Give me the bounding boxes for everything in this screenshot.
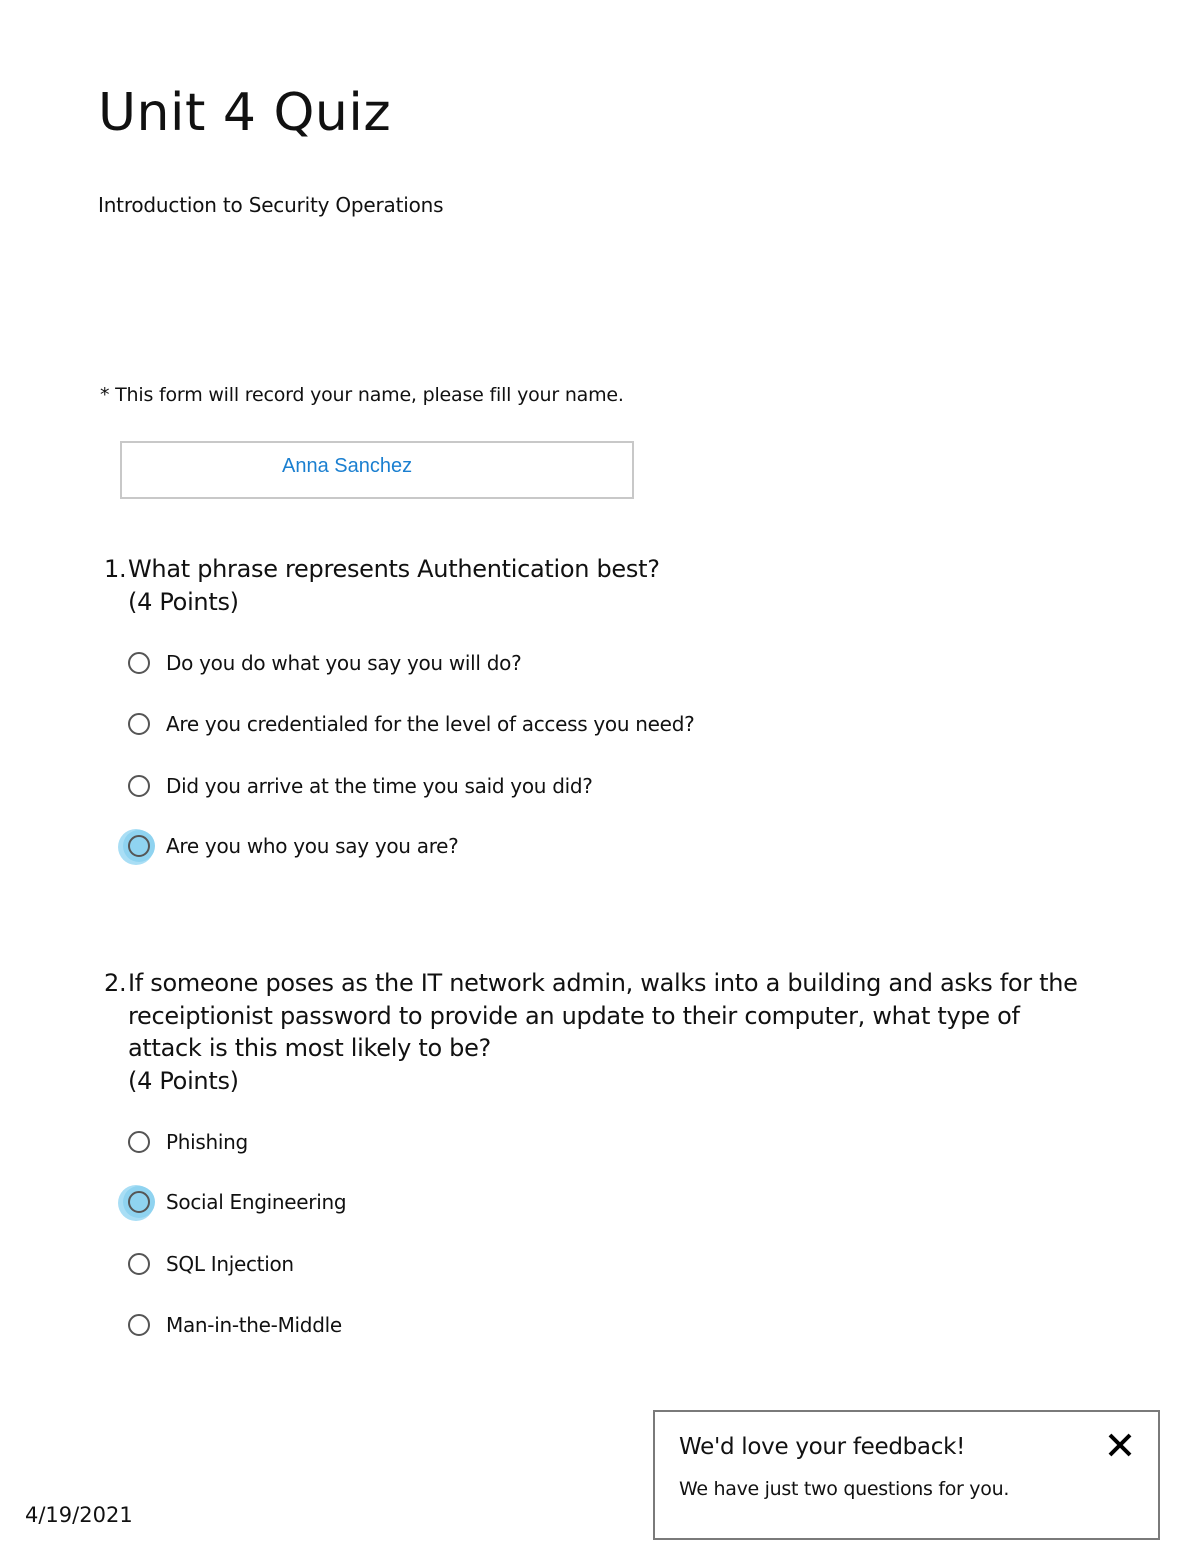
feedback-title: We'd love your feedback! [679, 1434, 966, 1460]
close-button[interactable] [1106, 1430, 1134, 1460]
option-radio[interactable] [128, 712, 694, 736]
question-number: 2. [104, 969, 127, 997]
radio-circle[interactable] [128, 713, 150, 735]
feedback-subtitle: We have just two questions for you. [679, 1478, 1010, 1500]
option-radio-selected[interactable] [128, 834, 459, 858]
feedback-popup [653, 1410, 1160, 1540]
option-radio[interactable] [128, 1252, 294, 1276]
option-label: Are you credentialed for the level of access you need? [166, 712, 695, 736]
option-radio[interactable] [128, 651, 521, 675]
page-subtitle: Introduction to Security Operations [98, 193, 444, 217]
option-radio[interactable] [128, 1313, 342, 1337]
radio-circle[interactable] [128, 1314, 150, 1336]
page-title: Unit 4 Quiz [98, 83, 392, 143]
radio-circle-selected[interactable] [128, 1191, 150, 1213]
print-date: 4/19/2021 [25, 1503, 133, 1527]
question-points: (4 Points) [128, 587, 239, 616]
name-input[interactable] [122, 443, 632, 497]
question-text: If someone poses as the IT network admin, walks into a building and asks for the receiptionist password to provide an update to their computer, what type of attack is this most likely to be? [128, 969, 1078, 1062]
close-icon [1106, 1430, 1134, 1460]
question-points: (4 Points) [128, 1066, 239, 1095]
option-label: Do you do what you say you will do? [166, 651, 522, 675]
option-label: Did you arrive at the time you said you did? [166, 774, 593, 798]
option-label: Man-in-the-Middle [166, 1313, 342, 1337]
option-label: SQL Injection [166, 1252, 294, 1276]
question-2 [104, 967, 1084, 1337]
radio-circle[interactable] [128, 775, 150, 797]
option-radio[interactable] [128, 774, 593, 798]
question-text: What phrase represents Authentication best? [128, 555, 660, 583]
radio-circle-selected[interactable] [128, 835, 150, 857]
option-label: Are you who you say you are? [166, 834, 459, 858]
radio-circle[interactable] [128, 652, 150, 674]
name-prompt: * This form will record your name, please fill your name. [100, 384, 624, 406]
option-label: Phishing [166, 1130, 248, 1154]
option-radio-selected[interactable] [128, 1190, 346, 1214]
option-label: Social Engineering [166, 1190, 347, 1214]
name-field-container [120, 441, 634, 499]
question-number: 1. [104, 555, 127, 583]
question-1 [104, 553, 1084, 858]
radio-circle[interactable] [128, 1253, 150, 1275]
option-radio[interactable] [128, 1130, 248, 1154]
radio-circle[interactable] [128, 1131, 150, 1153]
